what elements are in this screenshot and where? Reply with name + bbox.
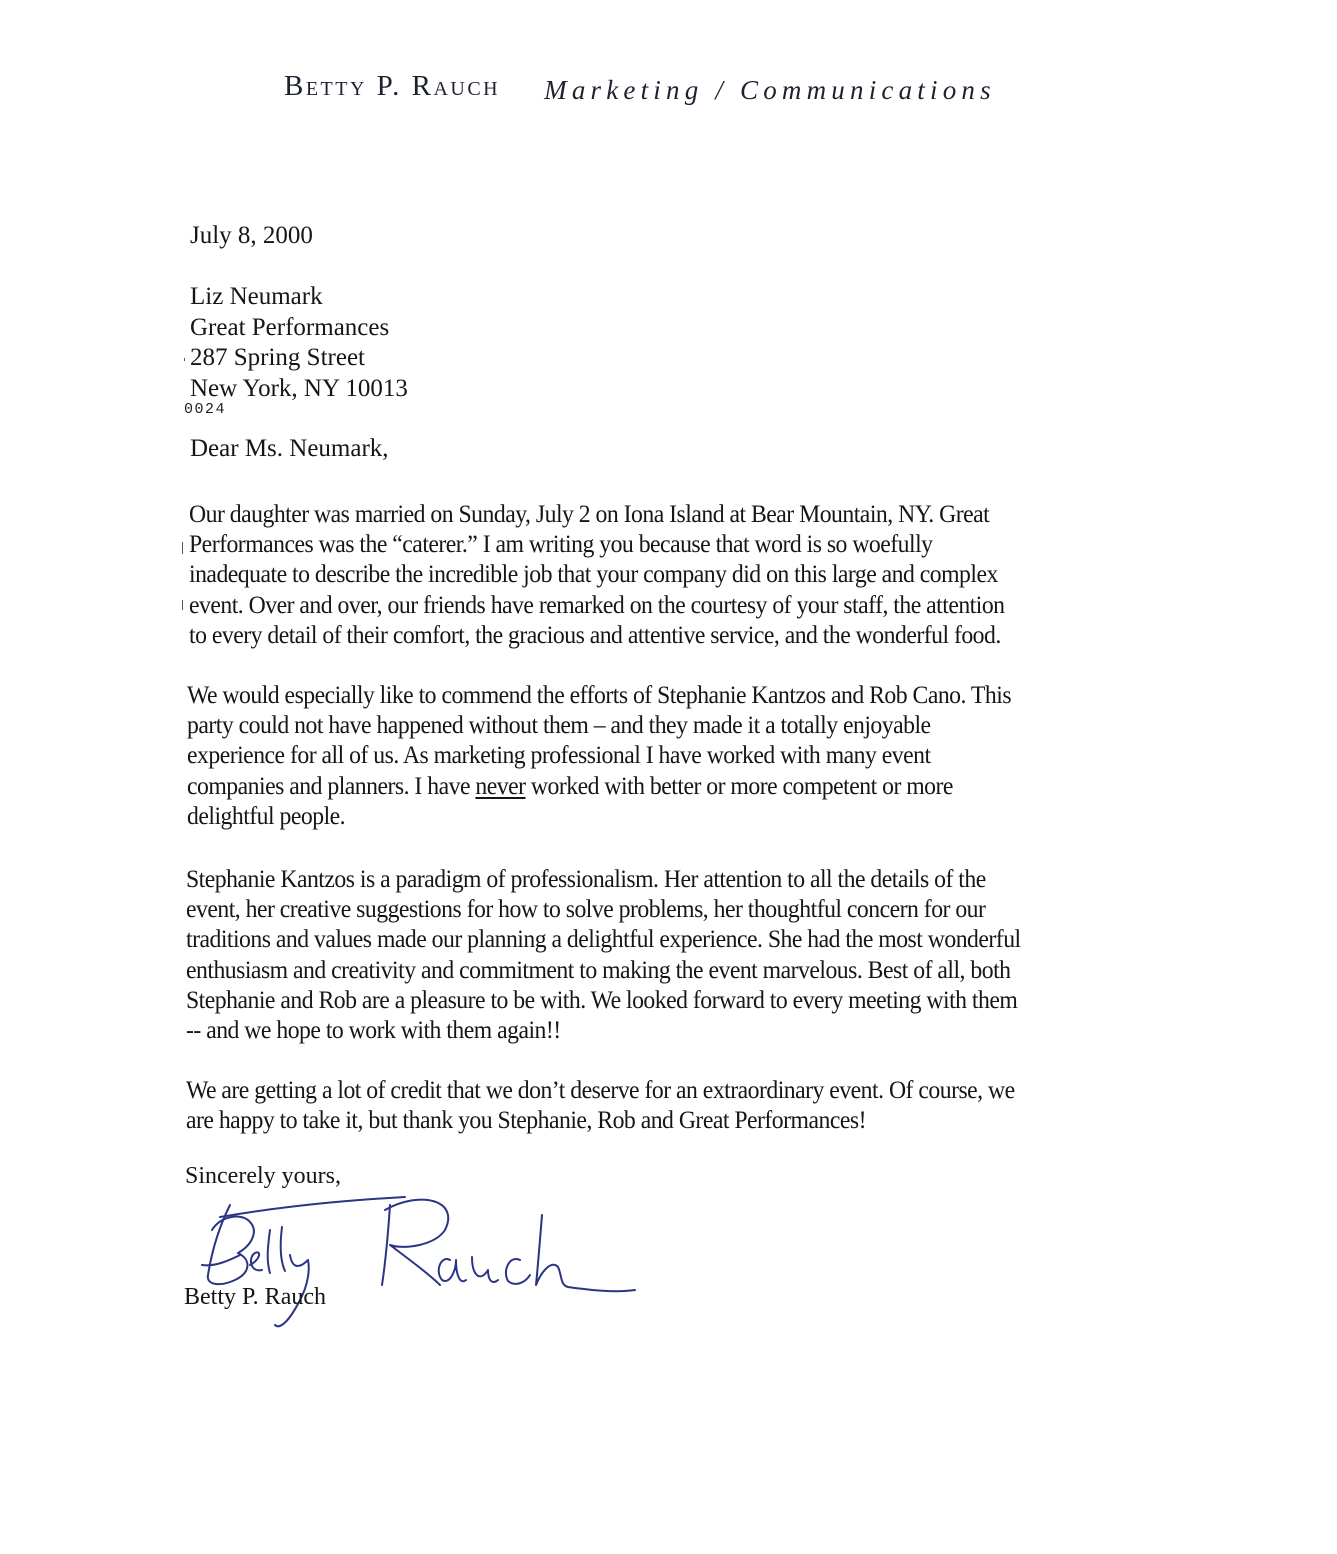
recipient-company: Great Performances: [190, 313, 390, 341]
paragraph-line: [187, 771, 1011, 801]
recipient-street: 287 Spring Street: [190, 344, 365, 371]
paragraph-4: [186, 1075, 1015, 1135]
scan-mark: [182, 542, 183, 554]
scan-mark: [184, 358, 185, 361]
paragraph-line: party could not have happened without them – and they made it a totally enjoyable: [187, 710, 931, 740]
recipient-address: [190, 282, 408, 404]
paragraph-line: inadequate to describe the incredible job that your company did on this large and complex: [189, 559, 998, 589]
closing: Sincerely yours,: [185, 1163, 341, 1189]
paragraph-line: experience for all of us. As marketing professional I have worked with many event: [187, 740, 931, 770]
letter-date: July 8, 2000: [190, 222, 313, 249]
letterhead: [284, 70, 996, 103]
reference-code: 0024: [184, 401, 227, 418]
letterhead-name: Betty P. Rauch: [284, 70, 501, 102]
paragraph-line: We are getting a lot of credit that we don’t deserve for an extraordinary event. Of course, we: [186, 1075, 1015, 1104]
letterhead-tagline: Marketing / Communications: [544, 75, 996, 105]
paragraph-line: Stephanie and Rob are a pleasure to be with. We looked forward to every meeting with them: [186, 984, 1018, 1014]
paragraph-line: event, her creative suggestions for how to solve problems, her thoughtful concern for our: [186, 894, 986, 924]
paragraph-line: Stephanie Kantzos is a paradigm of professionalism. Her attention to all the details of the: [186, 864, 986, 893]
paragraph-line: enthusiasm and creativity and commitment to making the event marvelous. Best of all, both: [186, 954, 1011, 984]
salutation: Dear Ms. Neumark,: [190, 435, 389, 462]
underlined-emphasis: never: [475, 770, 526, 800]
paragraph-line: delightful people.: [187, 800, 346, 830]
paragraph-2: [187, 680, 1011, 831]
paragraph-line: traditions and values made our planning a delightful experience. She had the most wonderful: [186, 924, 1021, 954]
recipient-city-state-zip: New York, NY 10013: [190, 374, 408, 402]
line-text: companies and planners. I have: [187, 770, 476, 800]
paragraph-line: Performances was the “caterer.” I am writing you because that word is so woefully: [189, 529, 933, 559]
paragraph-3: [186, 864, 1021, 1045]
paragraph-line: We would especially like to commend the efforts of Stephanie Kantzos and Rob Cano. This: [187, 680, 1012, 709]
paragraph-line: -- and we hope to work with them again!!: [186, 1015, 561, 1045]
paragraph-line: are happy to take it, but thank you Stephanie, Rob and Great Performances!: [186, 1105, 866, 1135]
scan-mark: [182, 600, 183, 610]
paragraph-line: to every detail of their comfort, the gracious and attentive service, and the wonderful food.: [189, 619, 1001, 649]
paragraph-1: [189, 499, 1005, 650]
recipient-name: Liz Neumark: [190, 283, 323, 310]
signer-name: Betty P. Rauch: [184, 1284, 326, 1310]
line-text: worked with better or more competent or more: [525, 770, 953, 800]
paragraph-line: event. Over and over, our friends have remarked on the courtesy of your staff, the attention: [189, 589, 1005, 619]
paragraph-line: Our daughter was married on Sunday, July 2 on Iona Island at Bear Mountain, NY. Great: [189, 499, 990, 528]
